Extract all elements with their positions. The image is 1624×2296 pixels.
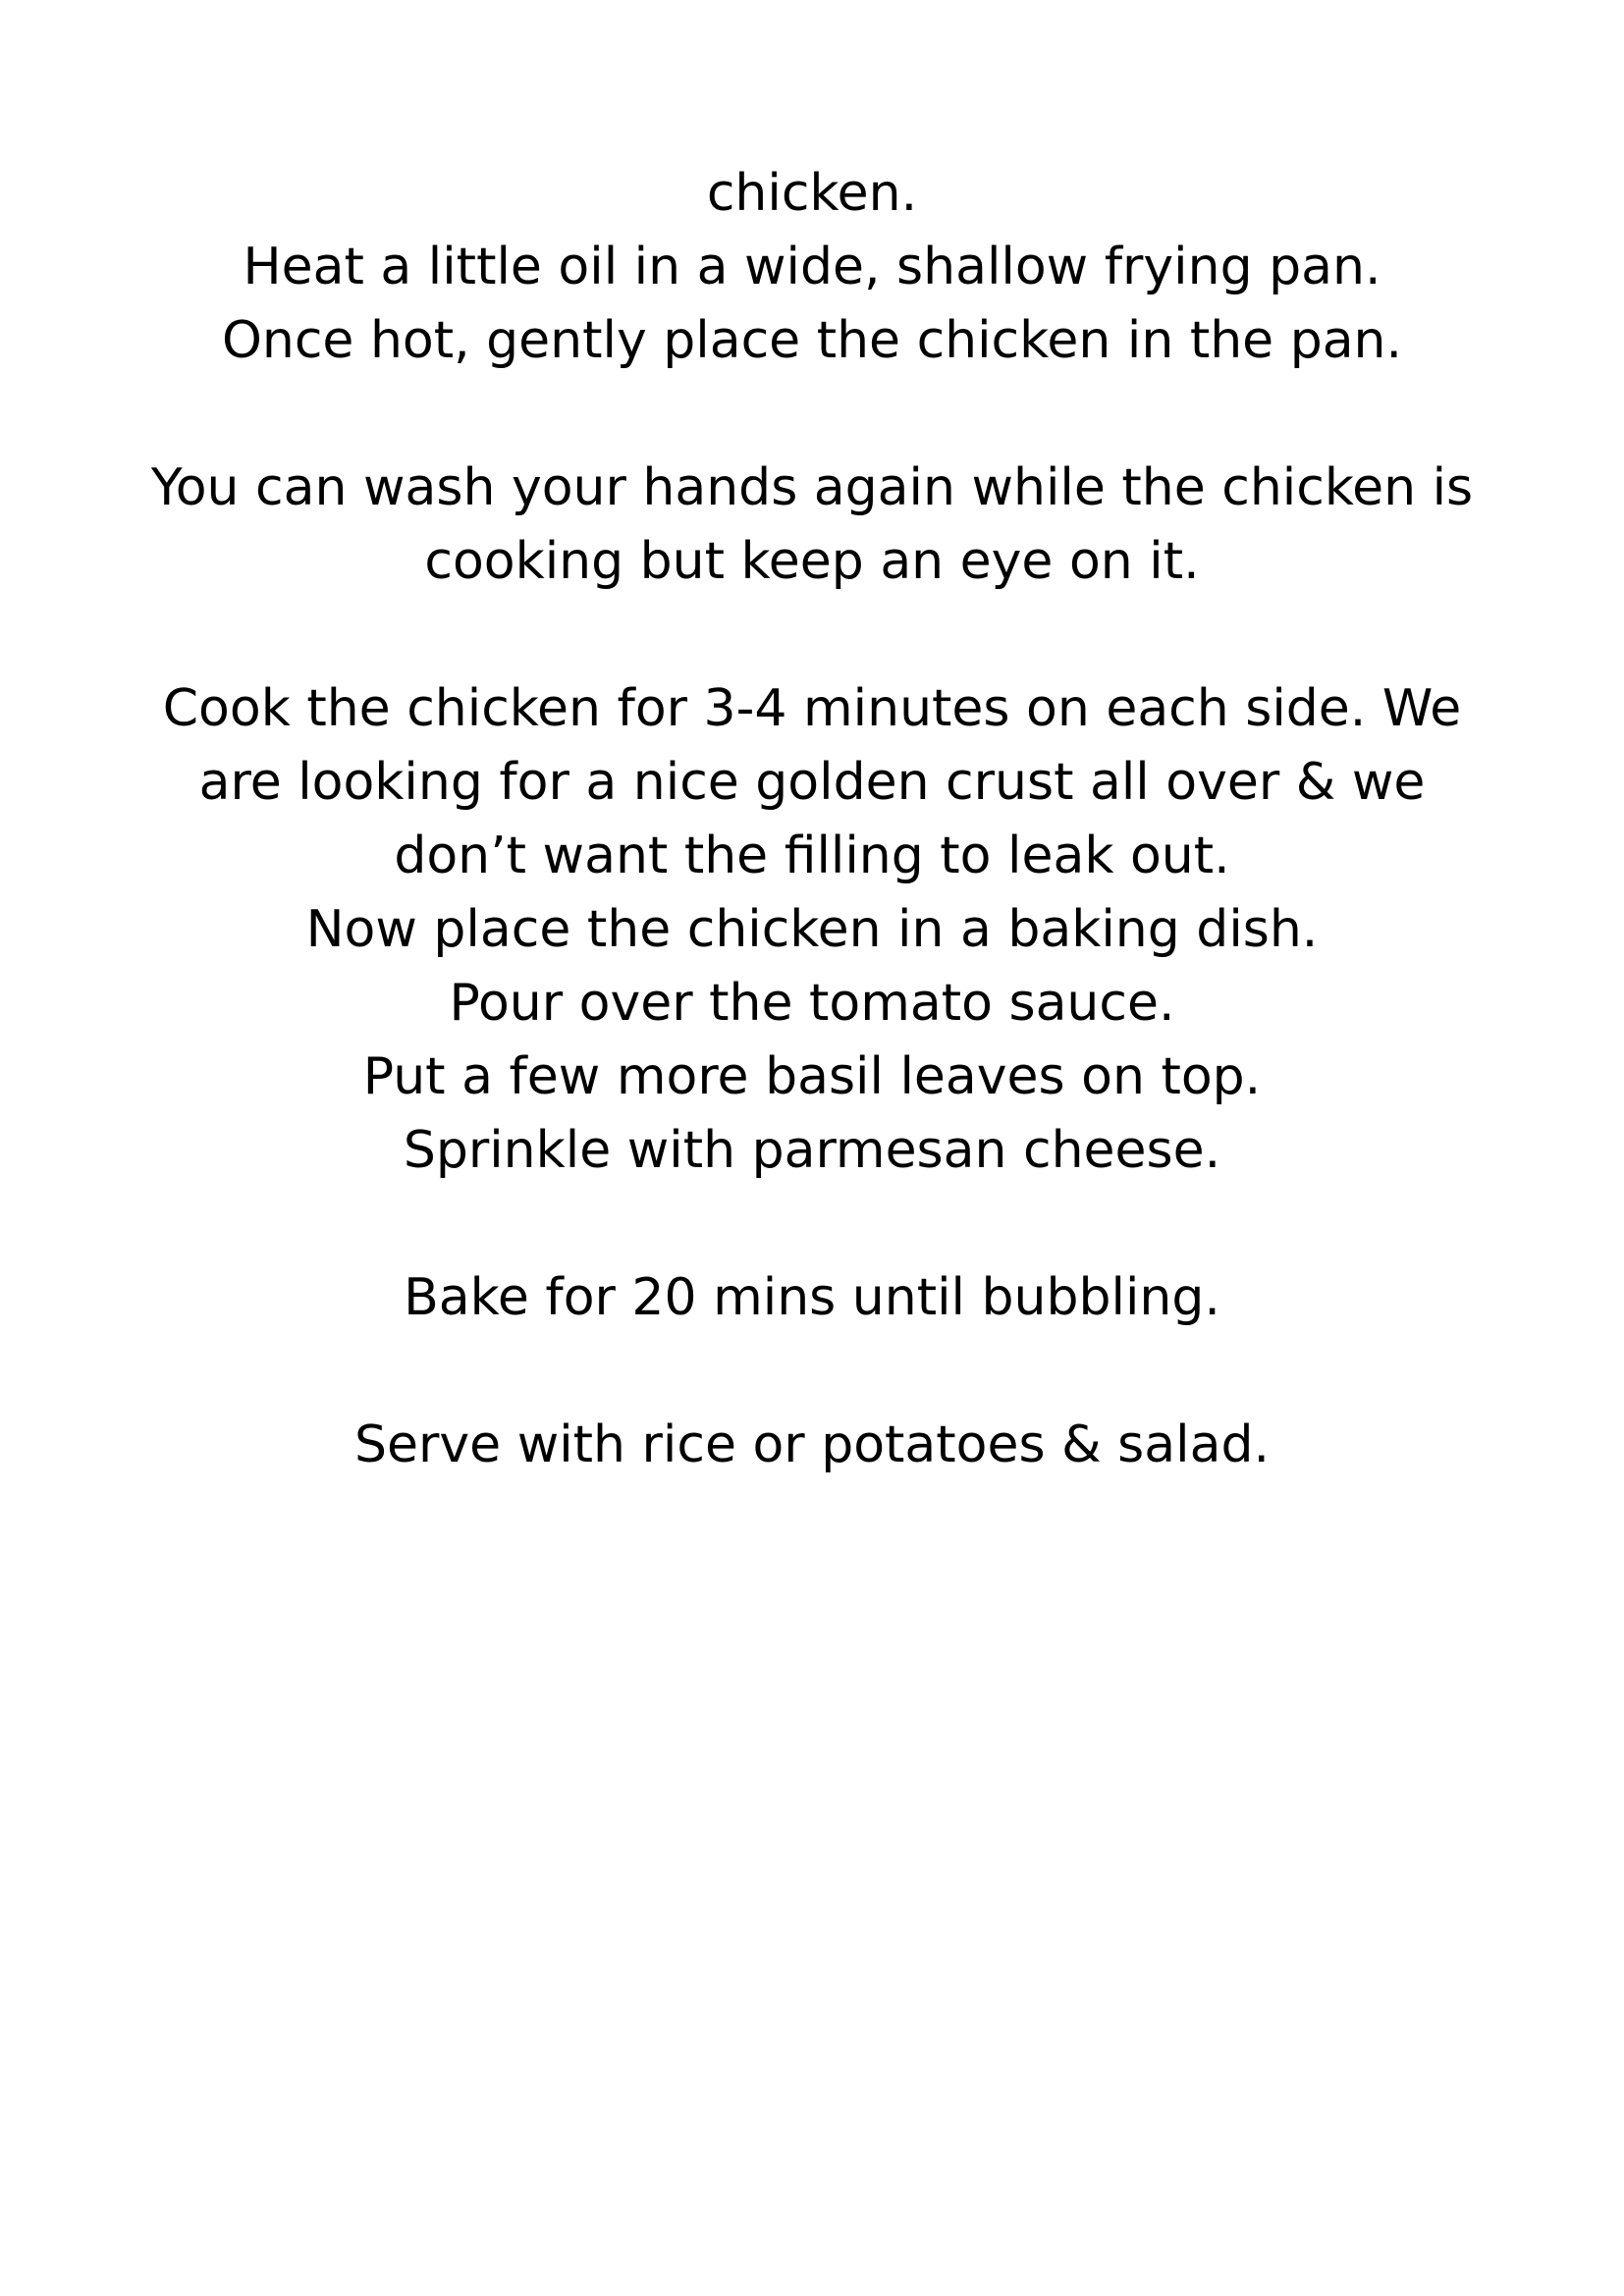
text-line: Serve with rice or potatoes & salad. bbox=[354, 1415, 1270, 1474]
text-line: Once hot, gently place the chicken in the pan. bbox=[221, 311, 1403, 370]
paragraph-gap bbox=[137, 1335, 1487, 1409]
text-line: Heat a little oil in a wide, shallow frying pan. bbox=[243, 238, 1381, 296]
recipe-instructions bbox=[137, 157, 1487, 1482]
text-line: cooking but keep an eye on it. bbox=[424, 532, 1200, 591]
paragraph-wash-hands bbox=[137, 452, 1487, 599]
paragraph-bake bbox=[137, 1261, 1487, 1335]
text-line: You can wash your hands again while the chicken is bbox=[150, 458, 1474, 517]
text-line: Cook the chicken for 3-4 minutes on each side. We bbox=[162, 679, 1462, 738]
text-line: Bake for 20 mins until bubbling. bbox=[404, 1268, 1220, 1327]
paragraph-frying bbox=[137, 157, 1487, 378]
text-line: don’t want the filling to leak out. bbox=[394, 827, 1230, 885]
paragraph-gap bbox=[137, 599, 1487, 672]
text-line: Put a few more basil leaves on top. bbox=[362, 1047, 1262, 1106]
text-line: Pour over the tomato sauce. bbox=[449, 974, 1175, 1033]
text-line: chicken. bbox=[706, 164, 918, 223]
paragraph-serve bbox=[137, 1409, 1487, 1482]
text-line: Now place the chicken in a baking dish. bbox=[305, 900, 1319, 959]
paragraph-gap bbox=[137, 378, 1487, 452]
paragraph-gap bbox=[137, 1188, 1487, 1261]
text-line: are looking for a nice golden crust all over & we bbox=[198, 753, 1426, 812]
text-line: Sprinkle with parmesan cheese. bbox=[403, 1121, 1221, 1180]
paragraph-cook-and-assemble bbox=[137, 672, 1487, 1188]
